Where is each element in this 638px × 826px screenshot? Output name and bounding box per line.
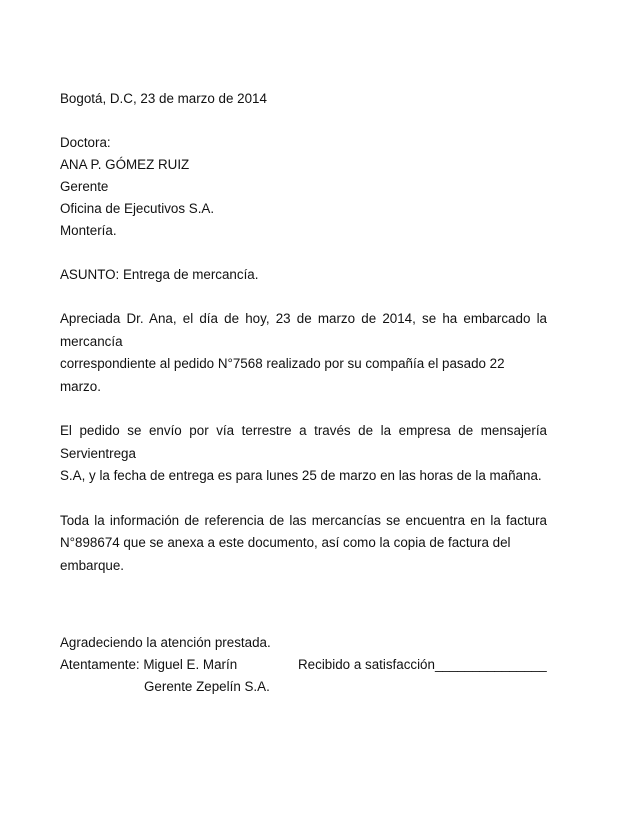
- paragraph-3-line-2: N°898674 que se anexa a este documento, así como la copia de factura del embarque.: [60, 535, 511, 573]
- sender-signature: Atentamente: Miguel E. Marín: [60, 657, 238, 672]
- paragraph-2: [60, 420, 547, 488]
- paragraph-1: [60, 308, 547, 398]
- recipient-salutation-title: Doctora:: [60, 135, 111, 150]
- signature-row: [60, 654, 547, 676]
- paragraph-3: [60, 510, 547, 578]
- recipient-name: ANA P. GÓMEZ RUIZ: [60, 157, 190, 172]
- recipient-company: Oficina de Ejecutivos S.A.: [60, 201, 215, 216]
- paragraph-2-line-2: S.A, y la fecha de entrega es para lunes 25 de marzo en las horas de la mañana.: [60, 468, 542, 483]
- recipient-city: Montería.: [60, 223, 117, 238]
- recipient-block: [60, 132, 547, 242]
- place-date: Bogotá, D.C, 23 de marzo de 2014: [60, 91, 267, 106]
- recipient-position: Gerente: [60, 179, 109, 194]
- received-signature-line: Recibido a satisfacción_______________: [298, 657, 547, 672]
- paragraph-1-line-2: correspondiente al pedido N°7568 realizado por su compañía el pasado 22 marzo.: [60, 356, 505, 394]
- closing-line: Agradeciendo la atención prestada.: [60, 635, 271, 650]
- paragraph-3-line-1: Toda la información de referencia de las mercancías se encuentra en la factura: [60, 512, 547, 528]
- letter-body: [60, 88, 547, 698]
- paragraph-2-line-1: El pedido se envío por vía terrestre a través de la empresa de mensajería Servientrega: [60, 423, 547, 461]
- subject-line: ASUNTO: Entrega de mercancía.: [60, 267, 259, 282]
- paragraph-1-line-1: Apreciada Dr. Ana, el día de hoy, 23 de marzo de 2014, se ha embarcado la mercancía: [60, 311, 547, 349]
- sender-title: Gerente Zepelín S.A.: [144, 679, 270, 694]
